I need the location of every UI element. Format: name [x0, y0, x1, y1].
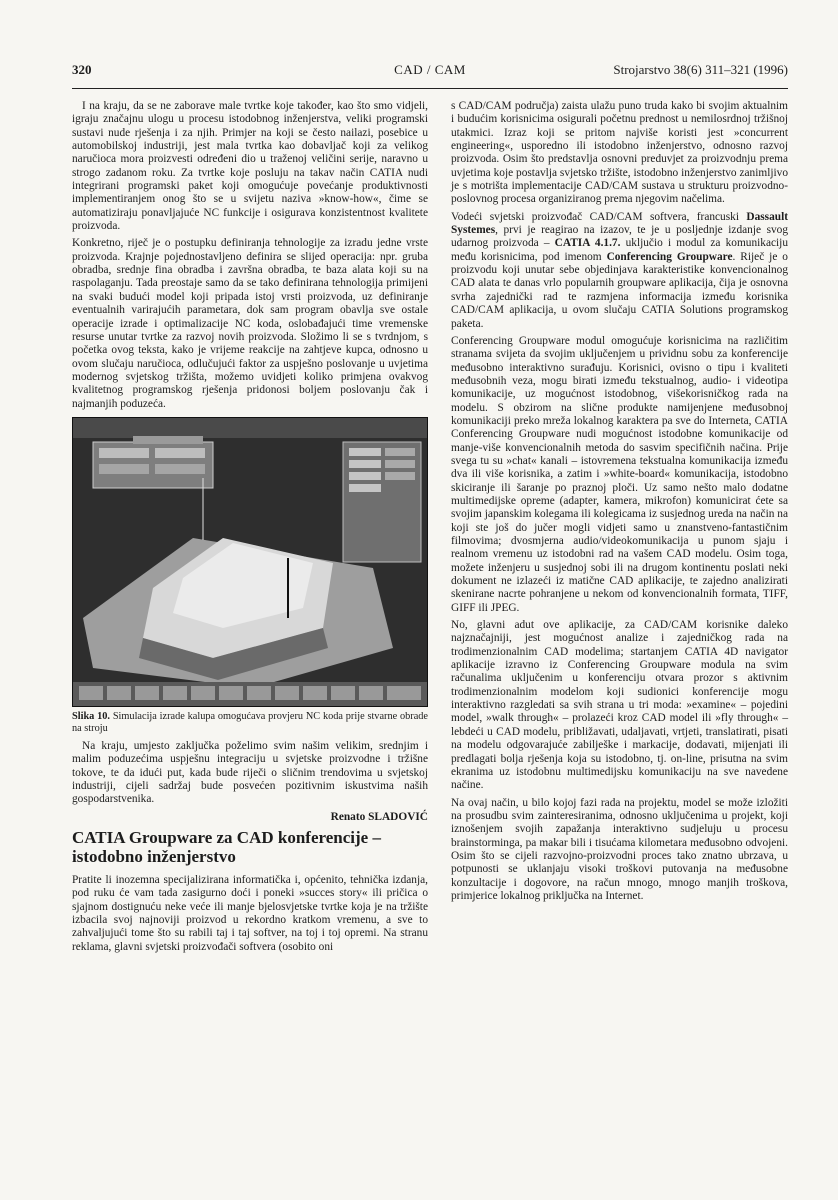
- text-run: . Riječ je o proizvodu koji unutar sebe objedinjava karakteristike konvencionalnog CAD alata te danas vrlo popularnih groupware aplikacija, čija je osnovna svrha zajednički rad te razmjena informacija između korisnika CAD/CAM aplikacija, u ovom slučaju CATIA Solutions programskog paketa.: [451, 250, 788, 330]
- paragraph: Pratite li inozemna specijalizirana informatička i, općenito, tehnička izdanja, pod ruku će vam tada zasigurno doći i poneki »succes story« ili pričica o sjajnom dostignuću neke veće ili manje bjelosvjetske tvrtke koja je na tržište izbacila svoj najnoviji proizvod u rekordno kratkom vremenu, a sve to zahvaljujući tome što su rabili taj i taj softver, na toj i toj opremi. Na stranu reklama, glavni svjetski proizvođači softvera (osobito oni: [72, 873, 428, 953]
- citation: Strojarstvo 38(6) 311–321 (1996): [613, 62, 788, 77]
- paragraph: [451, 211, 788, 331]
- paragraph: Na kraju, umjesto zaključka poželimo svim našim velikim, srednjim i malim poduzećima uspješnu integraciju u svjetske proizvodne i tržišne tokove, te da idući put, kada bude riječi o sličnim trendovima u svjetskoj industriji, cijeli sadržaj bude posvećen pozitivnim iskustvima naših gospodarstvenika.: [72, 739, 428, 806]
- page-number: 320: [72, 62, 92, 77]
- figure-screenshot: [72, 417, 428, 707]
- paragraph: I na kraju, da se ne zaborave male tvrtke koje također, kao što smo vidjeli, igraju značajnu ulogu u procesu istodobnog inženjerstva, veliki programski sustavi nude rješenja i za njih. Primjer na koji se često nailazi, posebice u automobilskoj industriji, jest mala tvrtka kao dobavljač koji za velikog naručioca mora proizvesti određeni dio u traženoj veličini serije, naravno u strogo zadanom roku. Za tvrtke koje posluju na takav način CATIA nudi integrirani programski paket koji omogućuje povećanje produktivnosti implementiranjem onog što se u svijetu naziva »know-how«, čime se automatiziraju ponavljajuće NC funkcije i osigurava konzistentnost kvalitete proizvoda.: [72, 100, 428, 233]
- figure-label: Slika 10.: [72, 710, 111, 722]
- header-rule: [72, 88, 788, 89]
- figure-caption: [72, 711, 428, 736]
- company-name: Dassault Systemes: [451, 210, 788, 237]
- paragraph: Conferencing Groupware modul omogućuje korisnicima na različitim stranama svijeta da svojim uključenjem u prividnu sobu za konferencije međusobno interaktivno surađuju. Korisnici, ovisno o tipu i kvaliteti međusobnih veza, mogu birati između tekstualnog, audio- i videotipa komunikacije, uz mogućnost istodobnog, višekorisničkog rada na modelu. S obzirom na slične produkte namijenjene međusobnoj komunikaciji preko mreža lokalnog karaktera pa sve do Interneta, CATIA Conferencing Groupware nudi mogućnost istodobne komunikacije od manje-više konvencionalnih metoda do sasvim specifičnih načina. Prije svega tu su »chat« kanali – istovremena tekstualna komunikacija između dva ili više korisnika, a zatim i »white-board« komunikacija, istodobno skiciranje ili šaranje po praznoj ploči. Uz samo nešto malo dodatne multimedijske opreme (adapter, kamera, mikrofon) komunicirat ćete sa svojim japanskim kolegama ili kolegicama iz susjednog ureda na način na koji ste još do jučer mogli vidjeti samo u znanstveno-fantastičnim filmovima; dvosmjerna audio/videokomunikacija u punom sjaju i realnom vremenu uz istodobni rad na vašem CAD modelu. Osim toga, možete inženjeru u susjednoj sobi ili na drugom kontinentu poslati neki dokument ne izlazeći iz matične CAD aplikacije, te zajedno analizirati skenirane nacrte pohranjene u nekom od konvencionalnih formata, TIFF, GIFF ili JPEG.: [451, 334, 788, 614]
- right-column: [451, 100, 788, 907]
- text-run: , prvi je reagirao na izazov, te je u posljednje izdanje svog udarnog proizvoda –: [451, 224, 788, 250]
- author-name: Renato SLADOVIĆ: [330, 810, 428, 823]
- journal-section: CAD / CAM: [394, 62, 466, 77]
- paragraph: No, glavni adut ove aplikacije, za CAD/CAM korisnike daleko najznačajniji, jest mogućnost analize i zajedničkog rada na trodimenzionalnim CAD modelima; startanjem CATIA 4D navigator aplikacije izravno iz Conferencing Groupware modula na svim računalima uključenim u konferenciju otvara prozor s aktivnim trodimenzionalnim modelom koji sudionici konferencije mogu interaktivno razgledati sa svih strana u tri moda: »examine« – pojedini model, »walk through« – prolazeći kroz CAD model ili »fly through« – lebdeći u CAD modelu, približavati, udaljavati, vrtjeti, translatirati, pisati na modelu odgovarajuće zabilješke i markacije, dodavati, mijenjati ili predlagati bolja rješenja koja su istodobno, tj. on-line, prisutna na svim ekranima uz istodobnu multimedijsku komunikaciju na sve navedene načine.: [451, 619, 788, 792]
- section-title: CATIA Groupware za CAD konferencije – istodobno inženjerstvo: [72, 827, 381, 866]
- product-version: CATIA 4.1.7.: [554, 237, 621, 250]
- text-run: Vodeći svjetski proizvođač CAD/CAM softvera, francuski: [451, 210, 747, 223]
- cad-simulation-image: [73, 418, 427, 706]
- running-header: [72, 62, 788, 84]
- paragraph: Konkretno, riječ je o postupku definiranja tehnologije za izradu jedne vrste proizvoda. Krajnje pojednostavljeno definira se slijed operacija: npr. gruba obradba, srednje fina obradba i završna obradba, te baza alata koji su na raspolaganju. Tada preostaje samo da se tako definirana tehnologija primijeni na svaki budući model koji pripada istoj vrsti proizvoda, uz definiranje eventualnih varirajućih parametara, dok sam program obavlja sve ostale operacije izrade i optimalizacije NC koda, oslobađajući time vremenske resurse unutar tvrtke za razvoj novih proizvoda. Složimo li se s tvrdnjom, s početka ovog teksta, kako je vrijeme reakcije na zahtjeve kupca, odnosno u ovom slučaju naručioca, odlučujući faktor za uspješno poslovanje u uvjetima modernog svjetskog tržišta, možemo uvidjeti koliko primjena ovakvog kvalitetnog programskog rješenja pridonosi boljem poslovanju čak i najmanjih poduzeća.: [72, 237, 428, 410]
- figure-caption-text: Simulacija izrade kalupa omogućava provjeru NC koda prije stvarne obrade na stroju: [72, 710, 428, 735]
- module-name: Conferencing Groupware: [606, 250, 733, 263]
- paragraph: Na ovaj način, u bilo kojoj fazi rada na projektu, model se može izložiti na prosudbu svim zainteresiranima, odnosno uključenima u projekt, koji iznošenjem svojih zapažanja interaktivno sudjeluju u procesu brainstorminga, pa makar bili i tisućama kilometara međusobno odvojeni. Osim što se cijeli razvojno-proizvodni proces tako znatno ubrzava, u potpunosti se uklanjaju visoki troškovi putovanja na međusobne konzultacije i dogovore, na račun mnogo, mnogo manjih troškova, primjerice lokalnog priključka na Internet.: [451, 796, 788, 902]
- left-column: [72, 100, 428, 958]
- text-run: uključio i modul za komunikaciju među korisnicima, pod imenom: [451, 237, 788, 263]
- paragraph: s CAD/CAM područja) zaista ulažu puno truda kako bi svojim aktualnim i budućim korisnicima osigurali početnu prednost u nemilosrdnoj tržišnoj utakmici. Izraz koji se pritom najviše koristi jest »concurrent engineering«, usporedno ili istodobno inženjerstvo, odnosno razvoj proizvoda. Osim što predstavlja osnovni preduvjet za proizvodnju prema uvjetima koje postavlja svjetsko tržište, istodobno inženjerstvo zanimljivo je s motrišta implementacije CAD/CAM sustava u strukturu proizvodno-poslovnog procesa organiziranog prema njegovim načelima.: [451, 100, 788, 206]
